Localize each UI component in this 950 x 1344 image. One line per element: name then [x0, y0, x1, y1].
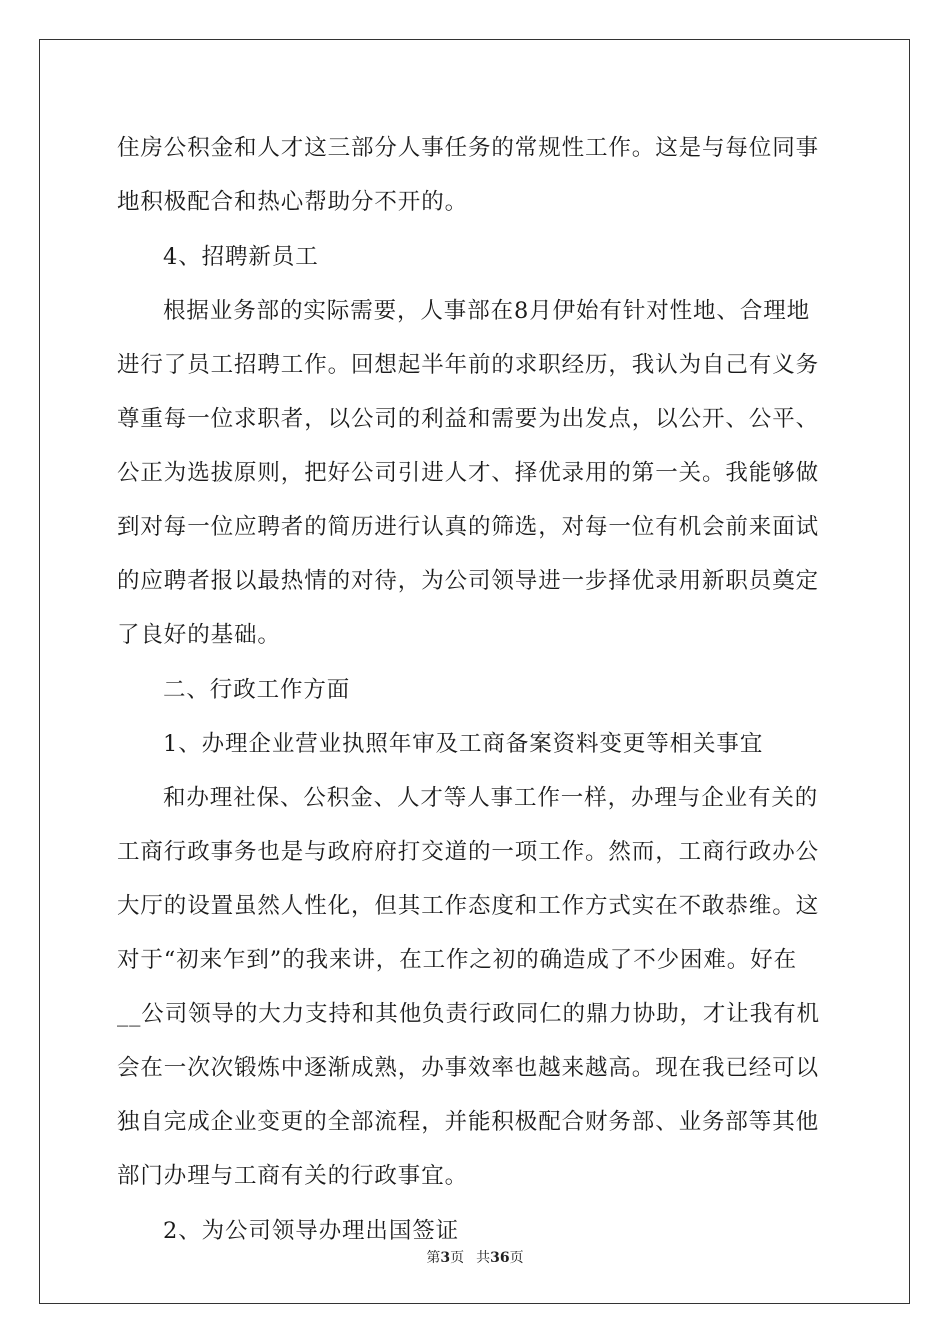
- body-line: 尊重每一位求职者，以公司的利益和需要为出发点，以公开、公平、: [117, 406, 820, 432]
- page-prefix: 第: [426, 1250, 441, 1266]
- body-line: 部门办理与工商有关的行政事宜。: [117, 1163, 469, 1189]
- body-line: 了良好的基础。: [117, 622, 281, 648]
- section-heading: 4、招聘新员工: [163, 244, 319, 270]
- section-heading: 二、行政工作方面: [163, 677, 351, 703]
- body-line: 公正为选拔原则，把好公司引进人才、择优录用的第一关。我能够做: [117, 460, 820, 486]
- body-line: 会在一次次锻炼中逐渐成熟，办事效率也越来越高。现在我已经可以: [117, 1055, 820, 1081]
- body-line: 独自完成企业变更的全部流程，并能积极配合财务部、业务部等其他: [117, 1109, 820, 1135]
- body-line: 的应聘者报以最热情的对待，为公司领导进一步择优录用新职员奠定: [117, 568, 820, 594]
- section-heading: 1、办理企业营业执照年审及工商备案资料变更等相关事宜: [163, 731, 764, 757]
- body-line: __公司领导的大力支持和其他负责行政同仁的鼎力协助，才让我有机: [117, 1001, 820, 1027]
- body-line: 地积极配合和热心帮助分不开的。: [117, 189, 469, 215]
- paragraph-first-line: 和办理社保、公积金、人才等人事工作一样，办理与企业有关的: [163, 785, 819, 811]
- body-line: 大厅的设置虽然人性化，但其工作态度和工作方式实在不敢恭维。这: [117, 893, 820, 919]
- total-prefix: 共: [476, 1250, 491, 1266]
- page-unit: 页: [450, 1250, 465, 1266]
- section-heading: 2、为公司领导办理出国签证: [163, 1218, 460, 1244]
- page-footer: [0, 1248, 950, 1268]
- total-unit: 页: [509, 1250, 524, 1266]
- body-line: 住房公积金和人才这三部分人事任务的常规性工作。这是与每位同事: [117, 135, 820, 161]
- total-pages: 36: [490, 1250, 510, 1266]
- body-line: 进行了员工招聘工作。回想起半年前的求职经历，我认为自己有义务: [117, 352, 820, 378]
- page-number: 3: [440, 1250, 451, 1266]
- body-line: 工商行政事务也是与政府府打交道的一项工作。然而，工商行政办公: [117, 839, 820, 865]
- paragraph-first-line: 根据业务部的实际需要，人事部在8月伊始有针对性地、合理地: [163, 298, 811, 324]
- body-line: 到对每一位应聘者的简历进行认真的筛选，对每一位有机会前来面试: [117, 514, 820, 540]
- body-line: 对于“初来乍到”的我来讲，在工作之初的确造成了不少困难。好在: [117, 947, 798, 973]
